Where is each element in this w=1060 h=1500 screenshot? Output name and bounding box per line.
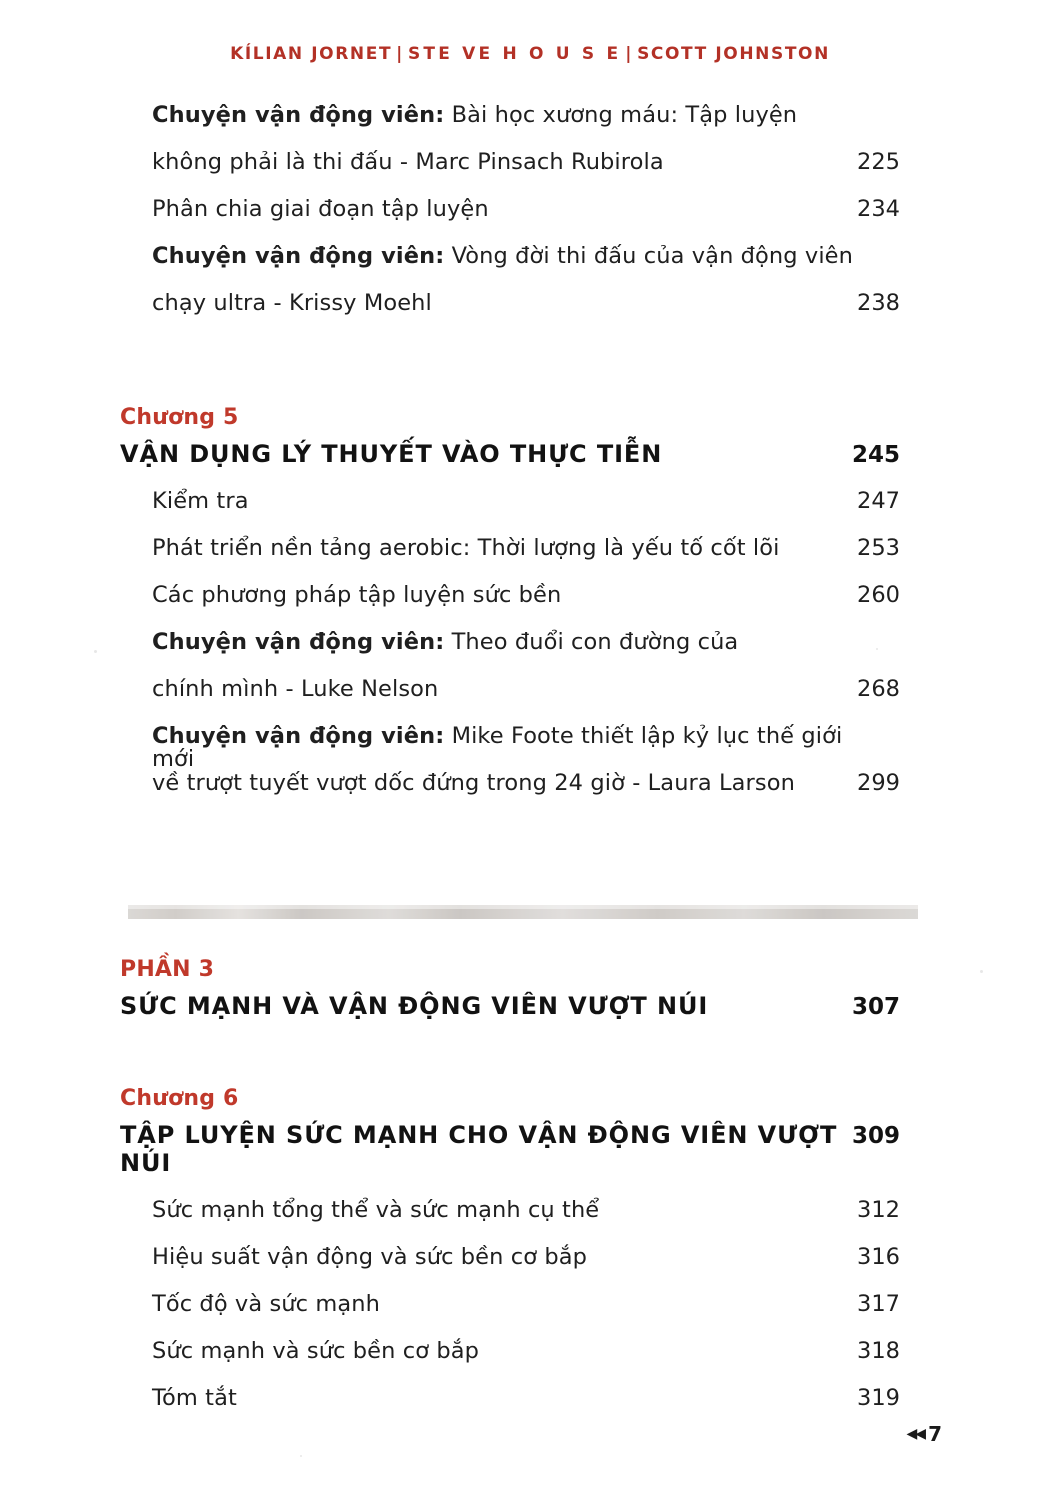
part-3-block	[120, 957, 900, 1020]
toc-entry-label: chạy ultra - Krissy Moehl	[152, 290, 432, 316]
toc-entry-label: Sức mạnh tổng thể và sức mạnh cụ thể	[152, 1197, 600, 1223]
chapter-5-block	[120, 405, 900, 468]
toc-entry[interactable]	[120, 245, 900, 292]
toc-entry-label: Chuyện vận động viên: Vòng đời thi đấu của vận động viên	[152, 243, 853, 269]
paper-speck	[300, 1455, 302, 1457]
toc-entry-page: 234	[857, 196, 900, 222]
spacer	[120, 819, 900, 905]
toc-entry[interactable]	[120, 1199, 900, 1246]
header-author-1: KÍLIAN JORNET	[230, 44, 393, 64]
toc-entry-prefix: Chuyện vận động viên:	[152, 243, 445, 269]
toc-entry-label: Chuyện vận động viên: Bài học xương máu: Tập luyện	[152, 102, 798, 128]
chapter-6-title-row[interactable]	[120, 1121, 900, 1177]
chapter-6-label: Chương 6	[120, 1086, 239, 1111]
toc-entry[interactable]	[120, 1246, 900, 1293]
toc-entry[interactable]	[120, 772, 900, 819]
toc-entry-prefix: Chuyện vận động viên:	[152, 723, 445, 749]
section-divider	[128, 905, 918, 919]
toc-entry-page: 299	[857, 770, 900, 796]
toc-entry-label: Hiệu suất vận động và sức bền cơ bắp	[152, 1244, 587, 1270]
toc-entry[interactable]	[120, 104, 900, 151]
toc-entry-label: Kiểm tra	[152, 488, 249, 514]
table-of-contents	[120, 104, 900, 1434]
spacer	[120, 1020, 900, 1086]
toc-entry-page: 319	[857, 1385, 900, 1411]
running-header	[0, 44, 1060, 64]
folio-page-number: 7	[928, 1422, 942, 1446]
toc-entry-prefix: Chuyện vận động viên:	[152, 102, 445, 128]
toc-entry-label: Chuyện vận động viên: Mike Foote thiết lập kỷ lục thế giới mới	[152, 723, 843, 772]
toc-entry[interactable]	[120, 678, 900, 725]
part-3-label: PHẦN 3	[120, 957, 215, 982]
toc-entry-page: 247	[857, 488, 900, 514]
toc-entry-label: Tóm tắt	[152, 1385, 237, 1411]
toc-entry-label: Phân chia giai đoạn tập luyện	[152, 196, 489, 222]
part-3-title-row[interactable]	[120, 992, 900, 1020]
header-separator: |	[396, 44, 404, 64]
toc-entry-page: 260	[857, 582, 900, 608]
header-author-2: STE VE H O U S E	[407, 44, 622, 64]
toc-entry-prefix: Chuyện vận động viên:	[152, 629, 445, 655]
chapter-5-title-row[interactable]	[120, 440, 900, 468]
header-author-3: SCOTT JOHNSTON	[637, 44, 830, 64]
chapter-5-label: Chương 5	[120, 405, 239, 430]
toc-entry-page: 317	[857, 1291, 900, 1317]
paper-speck	[980, 970, 983, 973]
toc-entry-page: 312	[857, 1197, 900, 1223]
chapter-6-page: 309	[851, 1123, 900, 1149]
toc-entry[interactable]	[120, 631, 900, 678]
toc-entry-label: Các phương pháp tập luyện sức bền	[152, 582, 562, 608]
chapter-6-block	[120, 1086, 900, 1177]
header-separator: |	[625, 44, 634, 64]
toc-entry-label: Phát triển nền tảng aerobic: Thời lượng là yếu tố cốt lõi	[152, 535, 780, 561]
chapter-5-title: VẬN DỤNG LÝ THUYẾT VÀO THỰC TIỄN	[120, 440, 663, 468]
toc-entry-label: Tốc độ và sức mạnh	[152, 1291, 381, 1317]
spacer	[120, 468, 900, 490]
toc-entry[interactable]	[120, 1340, 900, 1387]
toc-entry-label: Sức mạnh và sức bền cơ bắp	[152, 1338, 479, 1364]
toc-entry[interactable]	[120, 1387, 900, 1434]
toc-entry-page: 268	[857, 676, 900, 702]
toc-entry[interactable]	[120, 537, 900, 584]
toc-entry-label: về trượt tuyết vượt dốc đứng trong 24 giờ - Laura Larson	[152, 770, 795, 796]
toc-entry[interactable]	[120, 198, 900, 245]
page-folio	[907, 1422, 942, 1446]
toc-entry-page: 225	[857, 149, 900, 175]
paper-speck	[94, 650, 97, 653]
part-3-page: 307	[851, 994, 900, 1020]
toc-entry[interactable]	[120, 584, 900, 631]
chapter-5-page: 245	[851, 442, 900, 468]
spacer	[120, 339, 900, 405]
spacer	[120, 1177, 900, 1199]
toc-entry[interactable]	[120, 151, 900, 198]
toc-entry[interactable]	[120, 725, 900, 772]
chapter-6-title: TẬP LUYỆN SỨC MẠNH CHO VẬN ĐỘNG VIÊN VƯỢT NÚI	[120, 1121, 838, 1177]
toc-entry-page: 253	[857, 535, 900, 561]
toc-entry[interactable]	[120, 1293, 900, 1340]
toc-entry-label: Chuyện vận động viên: Theo đuổi con đường của	[152, 629, 739, 655]
toc-entry-page: 316	[857, 1244, 900, 1270]
toc-entry-page: 238	[857, 290, 900, 316]
toc-entry-label: không phải là thi đấu - Marc Pinsach Rubirola	[152, 149, 664, 175]
part-3-title: SỨC MẠNH VÀ VẬN ĐỘNG VIÊN VƯỢT NÚI	[120, 992, 709, 1020]
spacer	[120, 919, 900, 957]
toc-entry-label: chính mình - Luke Nelson	[152, 676, 439, 702]
folio-marks-icon: ◀◀	[906, 1426, 925, 1442]
toc-entry[interactable]	[120, 292, 900, 339]
toc-entry-page: 318	[857, 1338, 900, 1364]
toc-entry[interactable]	[120, 490, 900, 537]
